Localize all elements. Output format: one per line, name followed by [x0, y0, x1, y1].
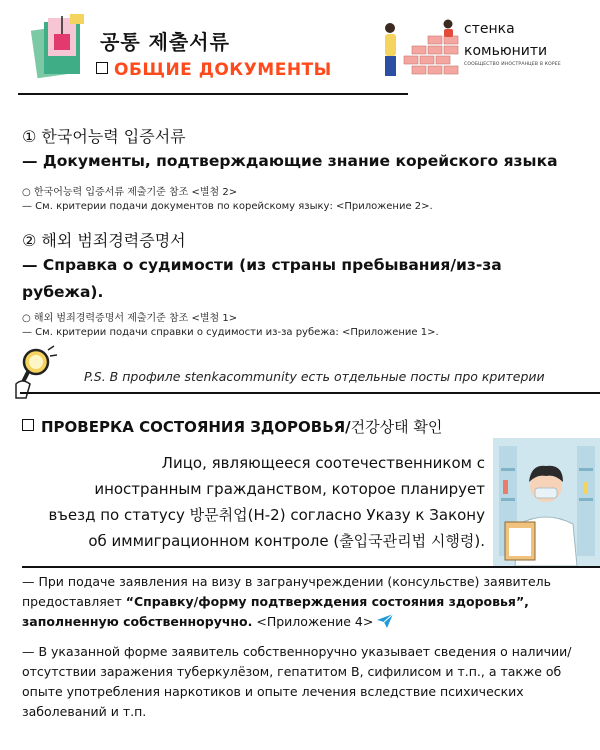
consulate-paragraph: [22, 572, 592, 632]
checkbox-square-icon: [96, 62, 108, 74]
paper-plane-icon: [376, 613, 394, 629]
section-2-note-korean: ○ 해외 범죄경력증명서 제출기준 참조 <별첨 1>: [22, 313, 238, 324]
section-1-title-russian: — Документы, подтверждающие знание корейского языка: [22, 152, 558, 170]
consulate-text: — При подаче заявления на визу в загранучреждении (консульстве) заявитель предоставляет: [22, 574, 552, 609]
health-line-3: въезд по статусу 방문취업(H-2) согласно Указу к Закону: [48, 506, 485, 524]
page-title-russian-text: ОБЩИЕ ДОКУМЕНТЫ: [114, 60, 332, 80]
health-form-emphasis: “Справку/форму подтверждения состояния здоровья”, заполненную собственноручно.: [22, 594, 529, 629]
section-2-title-korean: ② 해외 범죄경력증명서: [22, 231, 186, 250]
logo-line-1: стенка: [464, 21, 515, 37]
logo-line-2: комьюнити: [464, 43, 548, 59]
health-section-title: [22, 416, 442, 437]
appendix-reference: <Приложение 4>: [252, 614, 374, 629]
page-title-russian: [96, 60, 332, 80]
header-divider: [18, 93, 408, 95]
health-line-4: об иммиграционном контроле (출입국관리법 시행령).: [88, 532, 485, 550]
checkbox-square-icon: [22, 419, 34, 431]
community-logo-name: [464, 18, 547, 62]
brick-wall-people-icon: [378, 16, 462, 82]
documents-icon: [30, 12, 88, 80]
logo-tagline: СООБЩЕСТВО ИНОСТРАНЦЕВ В КОРЕЕ: [464, 62, 561, 67]
section-1-title-korean: ① 한국어능력 입증서류: [22, 127, 186, 146]
section-divider: [20, 392, 600, 394]
section-1-note-korean: ○ 한국어능력 입증서류 제출기준 참조 <별첨 2>: [22, 187, 238, 198]
health-paragraph: [0, 450, 485, 554]
ps-note: P.S. В профиле stenkacommunity есть отдельные посты про критерии: [84, 369, 545, 384]
section-divider: [22, 566, 600, 568]
section-2-note-russian: — См. критерии подачи справки о судимости из-за рубежа: <Приложение 1>.: [22, 327, 439, 338]
health-title-russian: ПРОВЕРКА СОСТОЯНИЯ ЗДОРОВЬЯ/: [41, 418, 351, 436]
section-2-title-russian: — Справка о судимости (из страны пребывания/из-за рубежа).: [22, 256, 502, 301]
health-line-2: иностранным гражданством, которое планирует: [94, 480, 485, 498]
form-details-paragraph: — В указанной форме заявитель собственноручно указывает сведения о наличии/отсутствии заражения туберкулёзом, гепатитом В, сифилисом и т.п., а также об опыте употребления наркотиков и опыте лечения вследствие психических заболеваний и т.п.: [22, 644, 572, 719]
doctor-icon: [493, 438, 600, 566]
page-title-korean: 공통 제출서류: [100, 30, 230, 54]
health-title-korean: 건강상태 확인: [350, 418, 443, 436]
health-line-1: Лицо, являющееся соотечественником с: [161, 454, 485, 472]
section-1-note-russian: — См. критерии подачи документов по корейскому языку: <Приложение 2>.: [22, 201, 433, 212]
